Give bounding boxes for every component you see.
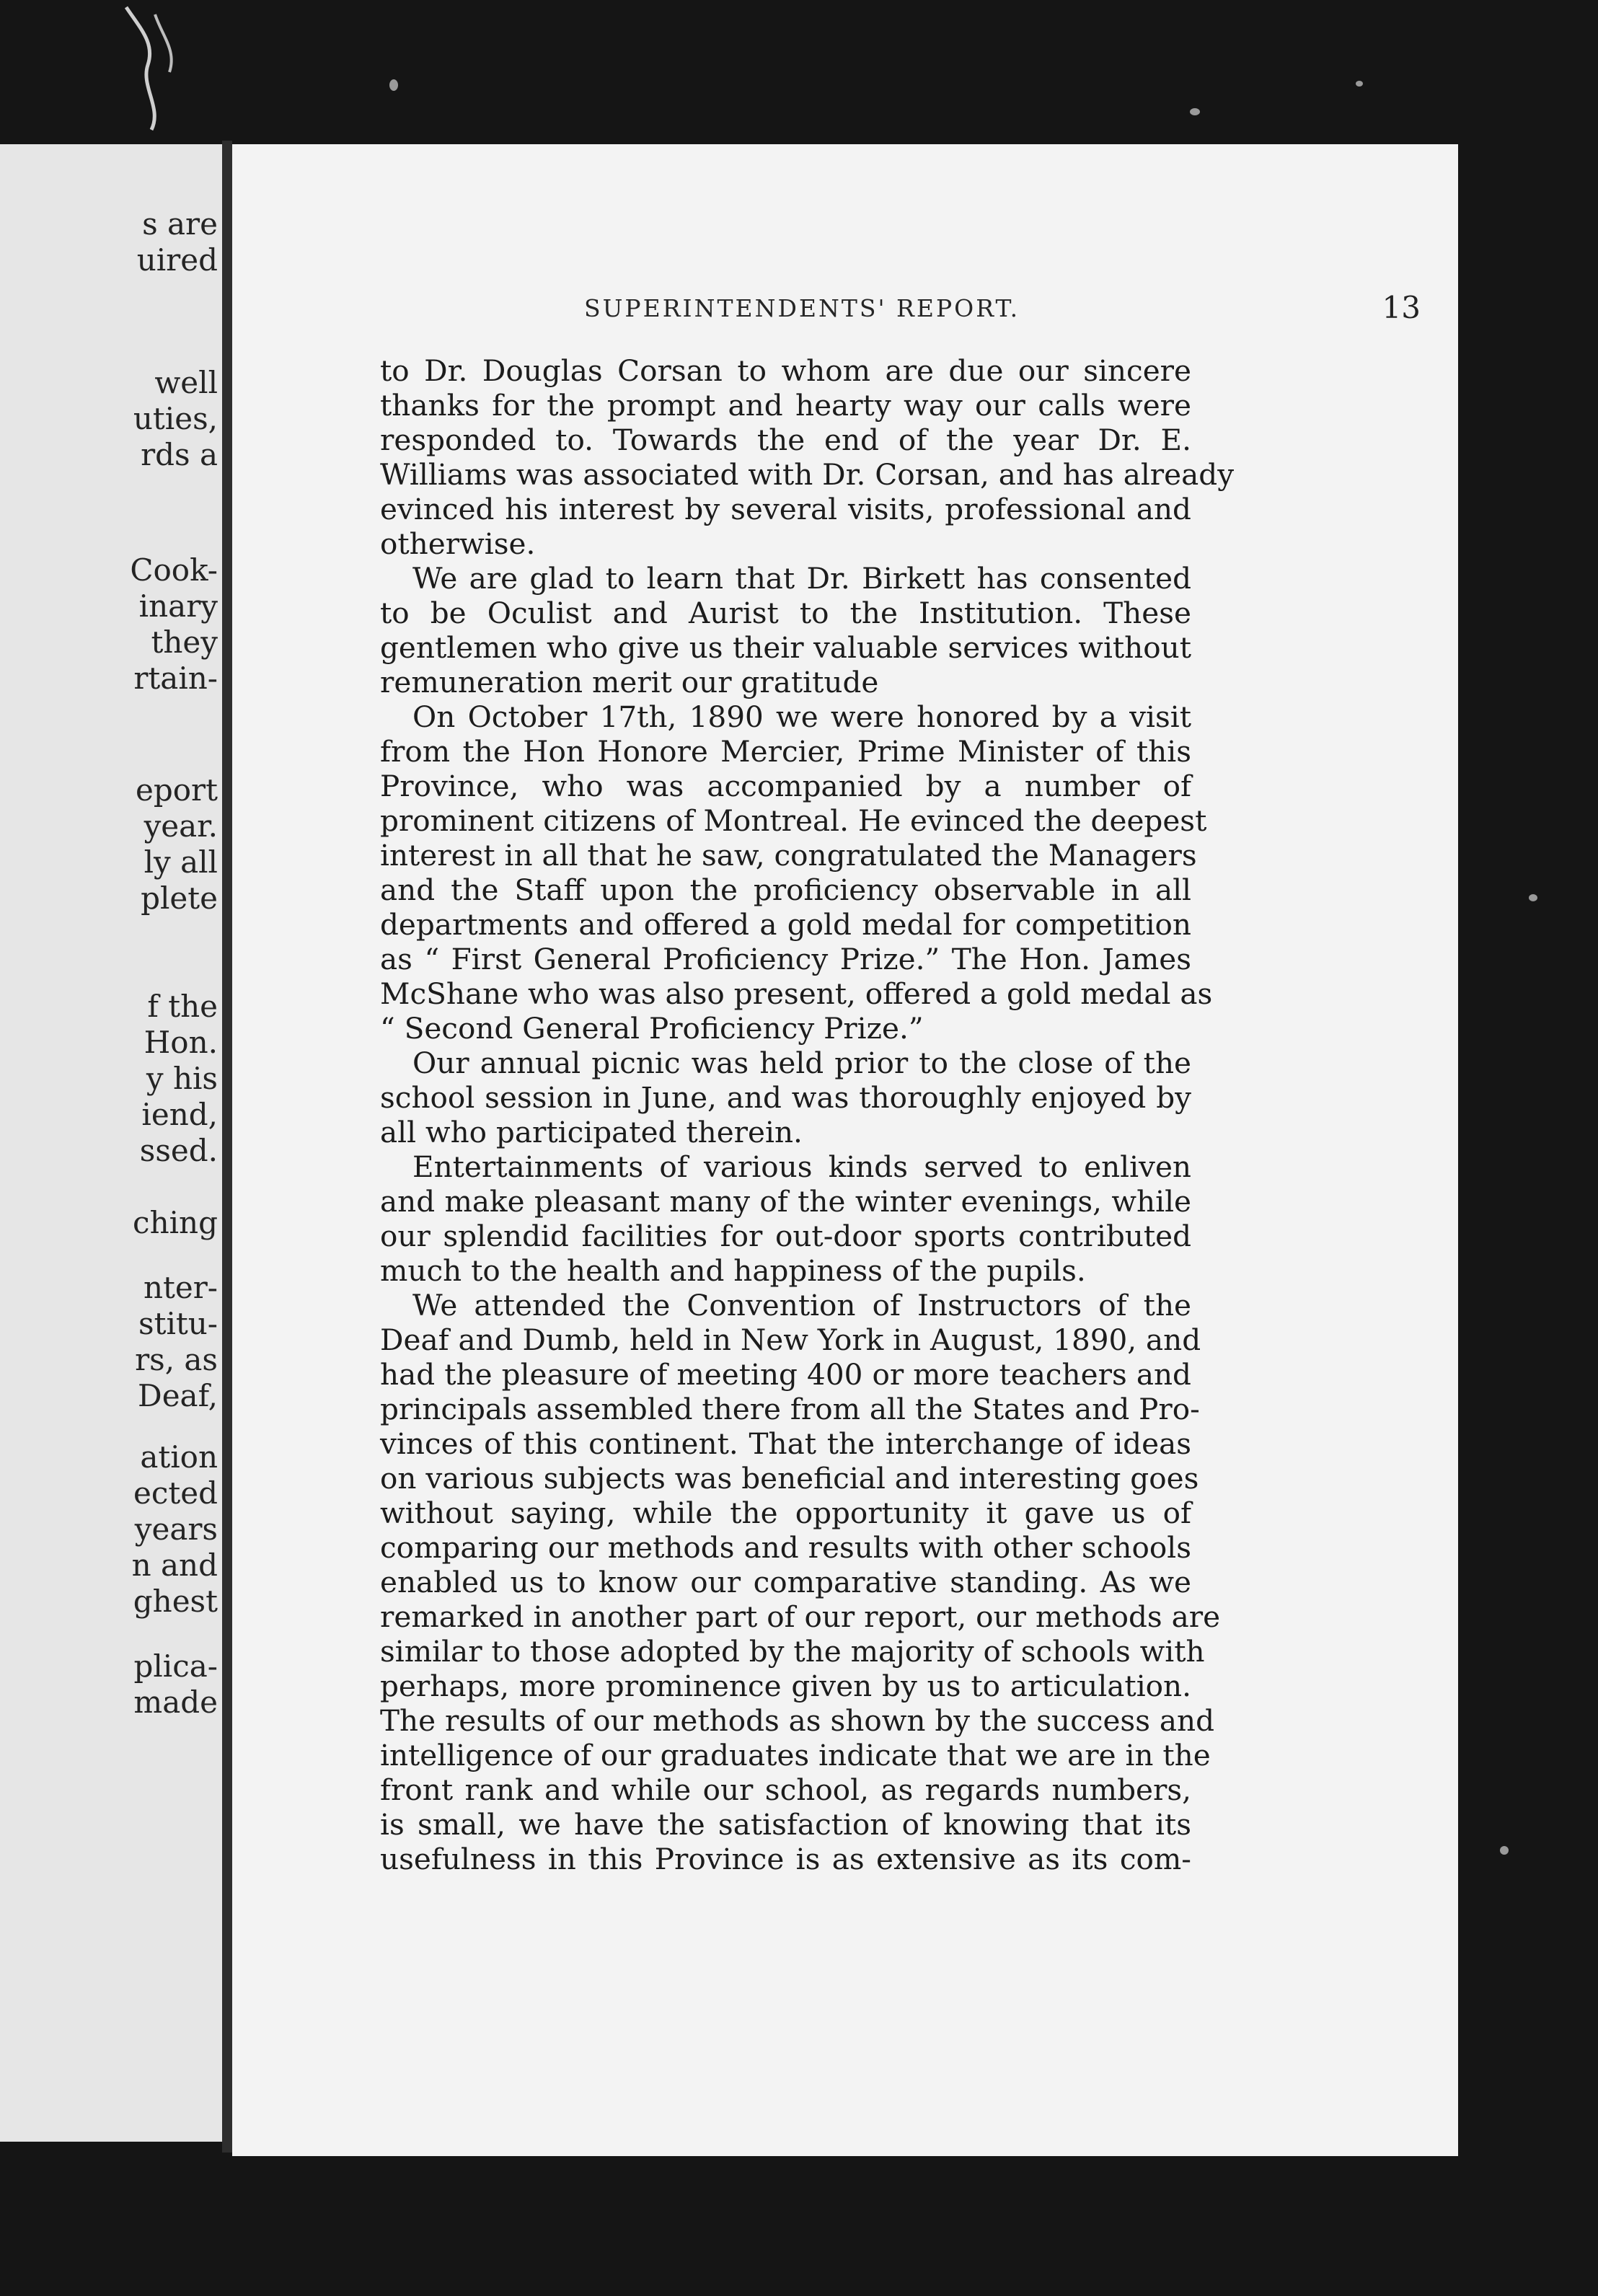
left-page-fragment: years — [134, 1511, 218, 1547]
text-line: comparing our methods and results with other schools — [380, 1530, 1191, 1565]
dust-speck — [1500, 1846, 1509, 1855]
text-line: from the Hon Honore Mercier, Prime Minister of this — [380, 734, 1191, 769]
left-page-fragment: Hon. — [144, 1025, 218, 1060]
text-line: intelligence of our graduates indicate that we are in the — [380, 1738, 1211, 1772]
paragraph — [380, 561, 1191, 699]
text-line: enabled us to know our comparative standing. As we — [380, 1565, 1191, 1599]
left-page-fragment: n and — [131, 1547, 218, 1583]
text-line: Deaf and Dumb, held in New York in August, 1890, and — [380, 1323, 1201, 1357]
left-page-fragment: Deaf, — [138, 1378, 218, 1413]
torn-paper-scrap — [112, 0, 191, 137]
text-line: and the Staff upon the proficiency observable in all — [380, 873, 1191, 907]
left-page-fragment: eport — [136, 772, 218, 808]
left-page-fragment: well — [154, 365, 218, 400]
text-line: as “ First General Proficiency Prize.” The Hon. James — [380, 942, 1191, 976]
dust-speck — [389, 79, 398, 91]
text-line: to be Oculist and Aurist to the Institution. These — [380, 596, 1191, 630]
left-page-fragment: s are — [142, 206, 218, 242]
text-line: On October 17th, 1890 we were honored by a visit — [412, 699, 1191, 734]
left-page-fragment: stitu- — [138, 1306, 218, 1341]
left-page-fragment: plete — [141, 880, 218, 916]
left-page-fragment: ghest — [133, 1584, 218, 1619]
left-page-fragment: rtain- — [133, 661, 218, 696]
text-line: similar to those adopted by the majority of schools with — [380, 1634, 1205, 1669]
left-page-fragment: uired — [136, 242, 218, 278]
left-page-fragment: Cook- — [130, 552, 218, 588]
left-page-fragment: they — [151, 624, 218, 660]
text-line: gentlemen who give us their valuable services without — [380, 630, 1191, 665]
text-line: and make pleasant many of the winter evenings, while — [380, 1184, 1191, 1219]
text-line: remarked in another part of our report, our methods are — [380, 1599, 1221, 1634]
text-line: McShane who was also present, offered a gold medal as — [380, 976, 1213, 1011]
left-page-fragment: uties, — [133, 401, 218, 436]
text-line: much to the health and happiness of the pupils. — [380, 1253, 1086, 1288]
left-page-fragment: iend, — [141, 1097, 218, 1132]
page-header — [584, 290, 1421, 330]
paragraph — [380, 1149, 1191, 1288]
text-line: departments and offered a gold medal for competition — [380, 907, 1191, 942]
left-page-fragment: f the — [147, 989, 218, 1024]
text-line: remuneration merit our gratitude — [380, 665, 879, 699]
dust-speck — [1529, 894, 1537, 901]
page-number: 13 — [1382, 290, 1421, 325]
text-line: Entertainments of various kinds served to enliven — [412, 1149, 1191, 1184]
text-line: all who participated therein. — [380, 1115, 803, 1149]
right-page — [232, 144, 1458, 2156]
running-head: SUPERINTENDENTS' REPORT. — [584, 294, 1020, 322]
text-line: interest in all that he saw, congratulated the Managers — [380, 838, 1197, 873]
left-page-fragment: ected — [133, 1475, 218, 1511]
left-page-fragment: year. — [144, 808, 218, 844]
left-page-fragment: inary — [138, 588, 218, 624]
left-page-fragment: ssed. — [139, 1133, 218, 1168]
text-line: on various subjects was beneficial and interesting goes — [380, 1461, 1199, 1496]
text-line: The results of our methods as shown by the success and — [380, 1703, 1215, 1738]
left-page-fragment: ation — [140, 1439, 218, 1475]
text-line: prominent citizens of Montreal. He evinced the deepest — [380, 803, 1207, 838]
text-line: is small, we have the satisfaction of knowing that its — [380, 1807, 1191, 1842]
text-line: Our annual picnic was held prior to the close of the — [412, 1046, 1191, 1080]
paragraph — [380, 1288, 1221, 1876]
text-line: principals assembled there from all the States and Pro- — [380, 1392, 1200, 1426]
left-page-fragment: rs, as — [135, 1342, 218, 1377]
text-line: Province, who was accompanied by a number of — [380, 769, 1191, 803]
text-line: our splendid facilities for out-door sports contributed — [380, 1219, 1191, 1253]
text-line: thanks for the prompt and hearty way our calls were — [380, 388, 1191, 423]
text-line: “ Second General Proficiency Prize.” — [380, 1011, 924, 1046]
text-line: had the pleasure of meeting 400 or more teachers and — [380, 1357, 1191, 1392]
body-text — [380, 353, 1235, 1876]
text-line: front rank and while our school, as regards numbers, — [380, 1772, 1191, 1807]
text-line: evinced his interest by several visits, professional and — [380, 492, 1191, 526]
text-line: usefulness in this Province is as extensive as its com- — [380, 1842, 1191, 1876]
left-page-fragment: ching — [133, 1205, 218, 1240]
left-page-fragment: made — [133, 1685, 218, 1720]
text-line: otherwise. — [380, 526, 536, 561]
paragraph — [380, 353, 1235, 561]
text-line: Williams was associated with Dr. Corsan, and has already — [380, 457, 1235, 492]
text-line: to Dr. Douglas Corsan to whom are due our sincere — [380, 353, 1191, 388]
text-line: perhaps, more prominence given by us to articulation. — [380, 1669, 1191, 1703]
book-gutter — [222, 141, 232, 2152]
text-line: responded to. Towards the end of the year Dr. E. — [380, 423, 1191, 457]
left-page-fragment: nter- — [143, 1270, 218, 1305]
dust-speck — [1190, 108, 1200, 115]
text-line: We attended the Convention of Instructors of the — [412, 1288, 1191, 1323]
left-page-fragments — [0, 144, 231, 2142]
text-line: school session in June, and was thoroughly enjoyed by — [380, 1080, 1191, 1115]
left-page-fragment: y his — [146, 1061, 218, 1096]
text-line: We are glad to learn that Dr. Birkett has consented — [412, 561, 1191, 596]
left-page-fragment: rds a — [141, 437, 218, 472]
left-page-fragment: plica- — [133, 1648, 218, 1684]
left-page-fragment: ly all — [144, 844, 218, 880]
paragraph — [380, 1046, 1191, 1149]
text-line: vinces of this continent. That the interchange of ideas — [380, 1426, 1191, 1461]
text-line: without saying, while the opportunity it gave us of — [380, 1496, 1191, 1530]
left-facing-page — [0, 144, 231, 2142]
dust-speck — [1356, 81, 1363, 87]
paragraph — [380, 699, 1213, 1046]
